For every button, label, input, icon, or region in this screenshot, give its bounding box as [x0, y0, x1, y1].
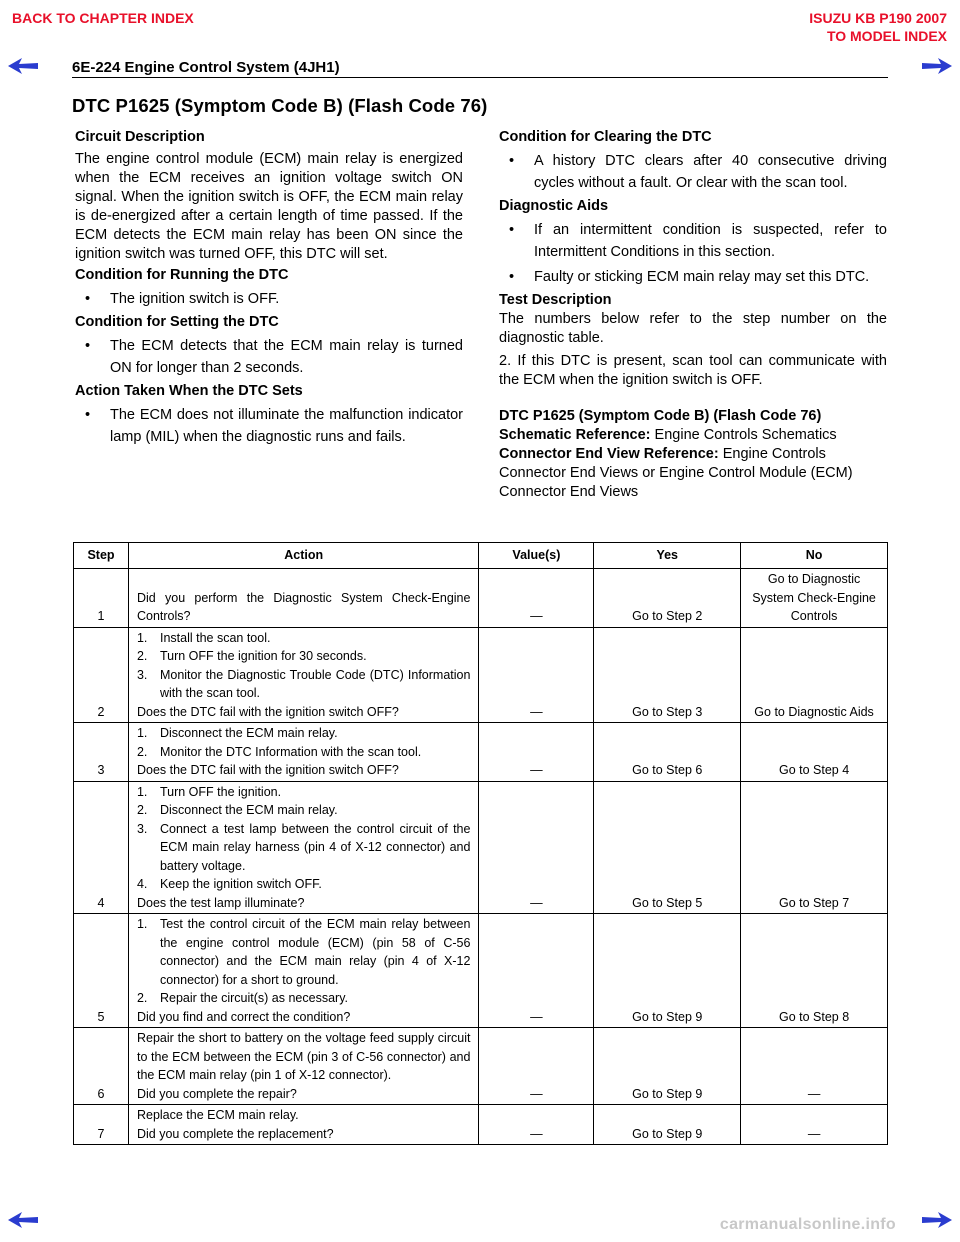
value-cell: —: [479, 723, 594, 782]
action-step-text: Monitor the DTC Information with the scan tool.: [159, 744, 422, 759]
bullet-glyph: •: [85, 338, 91, 354]
action-text: Repair the short to battery on the voltage feed supply circuit to the ECM between the ECM (pin 3 of C-56 connector) and the ECM main relay (pin 1 of X-12 connector).: [136, 1031, 471, 1082]
action-step-number: 4.: [136, 877, 148, 891]
action-step-number: 2.: [136, 803, 148, 817]
table-row: [74, 569, 888, 628]
action-step-number: 1.: [136, 630, 148, 645]
action-step-item: [137, 743, 470, 762]
clearing-condition-heading: Condition for Clearing the DTC: [499, 129, 712, 145]
yes-cell: Go to Step 2: [594, 569, 741, 628]
clearing-condition-bullet: [499, 150, 887, 194]
action-step-text: Repair the circuit(s) as necessary.: [159, 991, 348, 1005]
header-divider: [72, 77, 888, 78]
value-cell: —: [479, 914, 594, 1028]
yes-cell: Go to Step 3: [594, 627, 741, 723]
action-step-number: 2.: [136, 991, 148, 1005]
connector-reference-label: Connector End View Reference:: [499, 446, 719, 462]
action-cell: [128, 1105, 478, 1145]
action-step-item: [137, 989, 470, 1008]
yes-cell: Go to Step 6: [594, 723, 741, 782]
yes-cell: Go to Step 9: [594, 1028, 741, 1105]
no-cell: —: [741, 1028, 888, 1105]
bullet-glyph: •: [509, 269, 515, 285]
action-question: Did you find and correct the condition?: [136, 1009, 351, 1024]
action-cell: [128, 723, 478, 782]
back-to-chapter-index-link[interactable]: BACK TO CHAPTER INDEX: [12, 10, 194, 26]
bottom-previous-page-arrow-icon[interactable]: [8, 1212, 38, 1228]
column-header-yes: Yes: [594, 543, 741, 569]
action-step-item: [137, 820, 470, 876]
right-column: [499, 128, 887, 502]
test-description-text-2: 2. If this DTC is present, scan tool can communicate with the ECM when the ignition switch is OFF.: [499, 353, 887, 388]
table-row: [74, 723, 888, 782]
action-step-text: Turn OFF the ignition.: [159, 784, 282, 799]
action-step-item: [137, 875, 470, 894]
circuit-description-text: The engine control module (ECM) main relay is energized when the ECM receives an ignition voltage switch ON signal. When the ignition switch is OFF, the ECM main relay is de-energized after a certain length of time passed. If the ECM detects the ECM main relay has been ON since the ignition switch was turned OFF, this DTC will set.: [75, 151, 463, 262]
value-cell: —: [479, 1028, 594, 1105]
running-condition-bullet: [75, 288, 463, 310]
watermark: carmanualsonline.info: [719, 1216, 896, 1233]
column-header-no: No: [741, 543, 888, 569]
bullet-text: A history DTC clears after 40 consecutive driving cycles without a fault. Or clear with the scan tool.: [534, 153, 887, 191]
left-column: [75, 128, 463, 451]
table-body: [74, 569, 888, 1145]
action-step-number: 2.: [136, 649, 148, 663]
action-cell: [128, 914, 478, 1028]
action-step-number: 3.: [136, 821, 148, 836]
column-header-step: Step: [74, 543, 129, 569]
action-question: Does the test lamp illuminate?: [136, 895, 305, 910]
table-row: [74, 1028, 888, 1105]
no-cell: Go to Step 4: [741, 723, 888, 782]
step-number: 6: [74, 1028, 129, 1105]
yes-cell: Go to Step 5: [594, 781, 741, 914]
table-row: [74, 1105, 888, 1145]
action-question: Did you complete the replacement?: [136, 1126, 334, 1141]
circuit-description-heading: Circuit Description: [75, 129, 205, 145]
setting-condition-heading: Condition for Setting the DTC: [75, 314, 279, 330]
action-step-text: Disconnect the ECM main relay.: [159, 726, 338, 740]
bullet-glyph: •: [85, 407, 91, 423]
action-step-item: [137, 915, 470, 989]
action-step-number: 1.: [136, 784, 148, 799]
running-condition-heading: Condition for Running the DTC: [75, 267, 289, 283]
schematic-reference: [499, 426, 887, 445]
action-step-text: Monitor the Diagnostic Trouble Code (DTC) Information with the scan tool.: [159, 667, 471, 700]
action-step-text: Test the control circuit of the ECM main relay between the engine control module (ECM) (pin 58 of C-56 connector) and the ECM main relay (pin 4 of X-12 connector) for a short to ground.: [159, 917, 471, 987]
action-question: Did you perform the Diagnostic System Check-Engine Controls?: [136, 590, 471, 623]
bullet-glyph: •: [509, 153, 515, 169]
table-row: [74, 781, 888, 914]
no-cell: Go to Diagnostic Aids: [741, 627, 888, 723]
action-step-number: 1.: [136, 917, 148, 931]
action-step-text: Turn OFF the ignition for 30 seconds.: [159, 649, 367, 663]
column-header-values: Value(s): [479, 543, 594, 569]
bullet-text: The ECM does not illuminate the malfunction indicator lamp (MIL) when the diagnostic runs and fails.: [110, 407, 463, 445]
value-cell: —: [479, 627, 594, 723]
step-number: 7: [74, 1105, 129, 1145]
action-step-item: [137, 647, 470, 666]
table-caption: DTC P1625 (Symptom Code B) (Flash Code 76): [499, 408, 822, 424]
connector-reference-value: Engine Controls Connector End Views or Engine Control Module (ECM) Connector End Views: [499, 446, 853, 500]
action-cell: [128, 1028, 478, 1105]
action-step-item: [137, 801, 470, 820]
connector-reference: [499, 445, 887, 502]
step-number: 5: [74, 914, 129, 1028]
column-header-action: Action: [128, 543, 478, 569]
model-title-link[interactable]: ISUZU KB P190 2007: [809, 10, 947, 26]
action-cell: [128, 627, 478, 723]
action-question: Does the DTC fail with the ignition switch OFF?: [136, 763, 399, 777]
value-cell: —: [479, 781, 594, 914]
action-step-number: 2.: [136, 744, 148, 759]
yes-cell: Go to Step 9: [594, 914, 741, 1028]
step-number: 1: [74, 569, 129, 628]
action-taken-bullet: [75, 404, 463, 448]
action-step-text: Disconnect the ECM main relay.: [159, 803, 338, 817]
table-row: [74, 914, 888, 1028]
diagnostic-table: [73, 542, 888, 1145]
test-description-heading: Test Description: [499, 292, 612, 308]
action-step-item: [137, 724, 470, 743]
action-step-item: [137, 666, 470, 703]
previous-page-arrow-icon[interactable]: [8, 58, 38, 74]
bullet-text: Faulty or sticking ECM main relay may set this DTC.: [534, 269, 870, 285]
action-step-text: Keep the ignition switch OFF.: [159, 877, 322, 891]
to-model-index-link[interactable]: TO MODEL INDEX: [826, 28, 947, 44]
table-header-row: [74, 543, 888, 569]
action-step-number: 3.: [136, 667, 148, 682]
diagnostic-aids-heading: Diagnostic Aids: [499, 198, 609, 214]
action-cell: [128, 569, 478, 628]
action-step-number: 1.: [136, 726, 148, 740]
page-header-title: 6E-224 Engine Control System (4JH1): [72, 59, 340, 76]
bullet-text: If an intermittent condition is suspected, refer to Intermittent Conditions in this section.: [534, 222, 887, 260]
value-cell: —: [479, 1105, 594, 1145]
next-page-arrow-icon[interactable]: [922, 58, 952, 74]
schematic-reference-value: Engine Controls Schematics: [650, 427, 837, 443]
action-text: Replace the ECM main relay.: [136, 1108, 299, 1122]
bullet-text: The ECM detects that the ECM main relay is turned ON for longer than 2 seconds.: [110, 338, 463, 376]
action-question: Does the DTC fail with the ignition switch OFF?: [136, 704, 399, 719]
no-cell: Go to Step 8: [741, 914, 888, 1028]
bottom-next-page-arrow-icon[interactable]: [922, 1212, 952, 1228]
value-cell: —: [479, 569, 594, 628]
action-step-text: Connect a test lamp between the control circuit of the ECM main relay harness (pin 4 of X-12 connector) and battery voltage.: [159, 821, 471, 873]
action-question: Did you complete the repair?: [136, 1086, 297, 1101]
action-step-text: Install the scan tool.: [159, 630, 271, 645]
bullet-glyph: •: [509, 222, 515, 238]
action-step-item: [137, 783, 470, 802]
yes-cell: Go to Step 9: [594, 1105, 741, 1145]
step-number: 2: [74, 627, 129, 723]
bullet-text: The ignition switch is OFF.: [110, 291, 280, 307]
document-title: DTC P1625 (Symptom Code B) (Flash Code 76): [72, 95, 488, 116]
step-number: 4: [74, 781, 129, 914]
step-number: 3: [74, 723, 129, 782]
schematic-reference-label: Schematic Reference:: [499, 427, 651, 443]
no-cell: —: [741, 1105, 888, 1145]
bullet-glyph: •: [85, 291, 91, 307]
test-description-text-1: The numbers below refer to the step number on the diagnostic table.: [499, 311, 887, 346]
diagnostic-aids-bullet-2: [499, 266, 887, 288]
table-row: [74, 627, 888, 723]
action-taken-heading: Action Taken When the DTC Sets: [75, 383, 303, 399]
action-step-item: [137, 629, 470, 648]
diagnostic-aids-bullet-1: [499, 219, 887, 263]
no-cell: Go to Diagnostic System Check-Engine Controls: [741, 569, 888, 628]
action-cell: [128, 781, 478, 914]
setting-condition-bullet: [75, 335, 463, 379]
no-cell: Go to Step 7: [741, 781, 888, 914]
